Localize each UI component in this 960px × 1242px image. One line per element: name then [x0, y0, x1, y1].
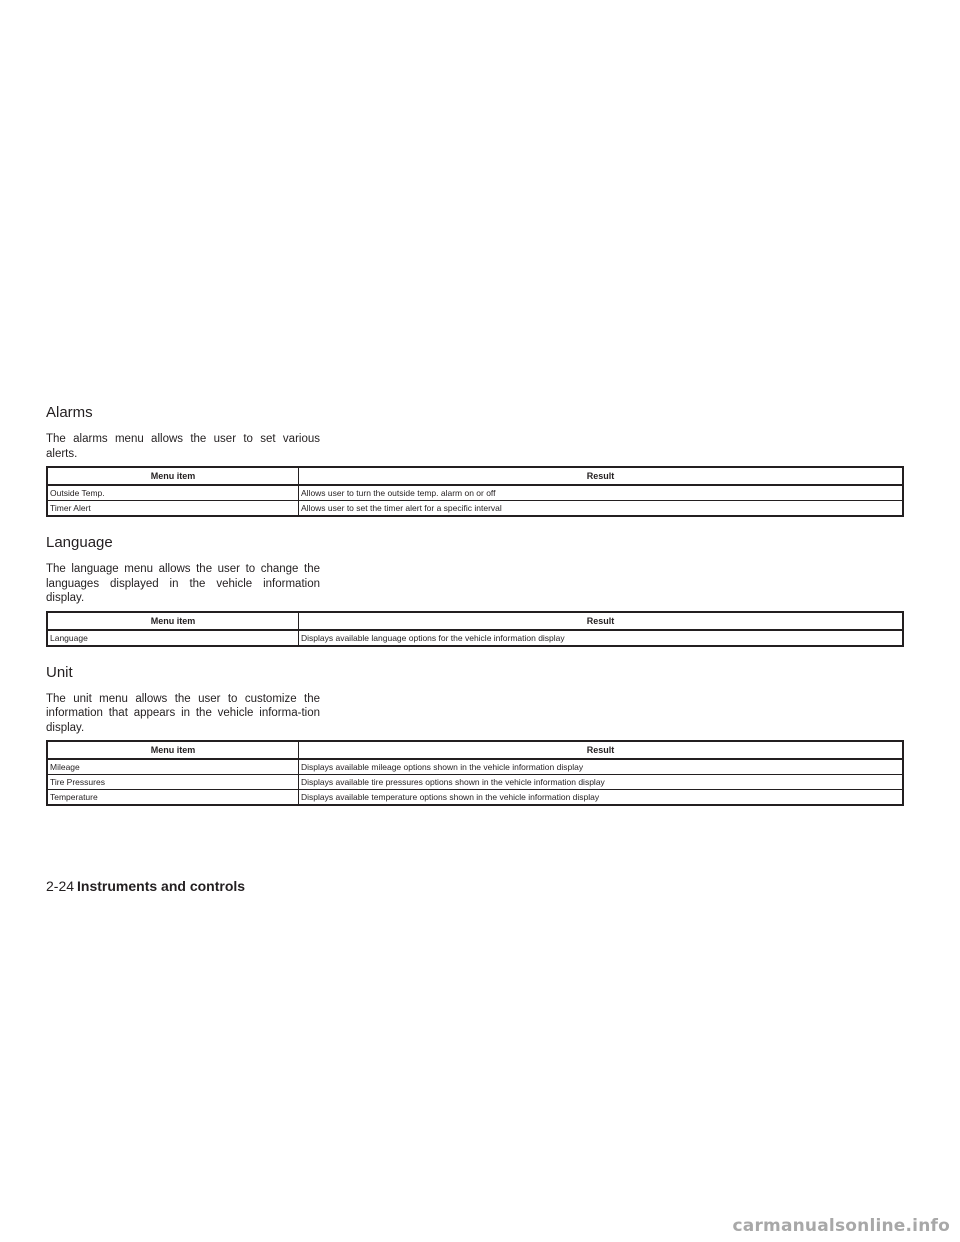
menu-item-cell: Mileage: [47, 759, 299, 775]
section-title-alarms: Alarms: [46, 404, 93, 421]
column-header-menu-item: Menu item: [47, 612, 299, 630]
result-cell: Allows user to set the timer alert for a specific interval: [299, 501, 904, 517]
table-row: [47, 759, 903, 775]
column-header-menu-item: Menu item: [47, 467, 299, 485]
result-cell: Displays available language options for the vehicle information display: [299, 630, 904, 646]
column-header-result: Result: [299, 467, 904, 485]
table-row: [47, 485, 903, 501]
table-header-row: [47, 467, 903, 485]
watermark: carmanualsonline.info: [732, 1216, 950, 1236]
result-cell: Displays available tire pressures options shown in the vehicle information display: [299, 775, 904, 790]
section-intro-unit: The unit menu allows the user to customize the information that appears in the vehicle informa-tion display.: [46, 692, 320, 734]
result-cell: Displays available mileage options shown in the vehicle information display: [299, 759, 904, 775]
column-header-result: Result: [299, 612, 904, 630]
chapter-title: Instruments and controls: [77, 878, 246, 894]
page-number: 2-24: [46, 878, 75, 894]
result-cell: Allows user to turn the outside temp. alarm on or off: [299, 485, 904, 501]
section-title-unit: Unit: [46, 663, 73, 681]
language-table: [46, 611, 904, 647]
menu-item-cell: Language: [47, 630, 299, 646]
table-row: [47, 630, 903, 646]
menu-item-cell: Tire Pressures: [47, 775, 299, 790]
section-title-language: Language: [46, 534, 113, 551]
menu-item-cell: Outside Temp.: [47, 485, 299, 501]
page-footer: [46, 877, 245, 895]
section-intro-alarms: The alarms menu allows the user to set various alerts.: [46, 433, 320, 460]
column-header-result: Result: [299, 741, 904, 759]
menu-item-cell: Temperature: [47, 790, 299, 806]
table-row: [47, 790, 903, 806]
menu-item-cell: Timer Alert: [47, 501, 299, 517]
section-intro-language: The language menu allows the user to change the languages displayed in the vehicle information display.: [46, 563, 320, 604]
table-row: [47, 501, 903, 517]
unit-table: [46, 740, 904, 806]
table-header-row: [47, 741, 903, 759]
table-header-row: [47, 612, 903, 630]
table-row: [47, 775, 903, 790]
column-header-menu-item: Menu item: [47, 741, 299, 759]
page-content: [46, 403, 904, 822]
result-cell: Displays available temperature options shown in the vehicle information display: [299, 790, 904, 806]
alarms-table: [46, 466, 904, 517]
